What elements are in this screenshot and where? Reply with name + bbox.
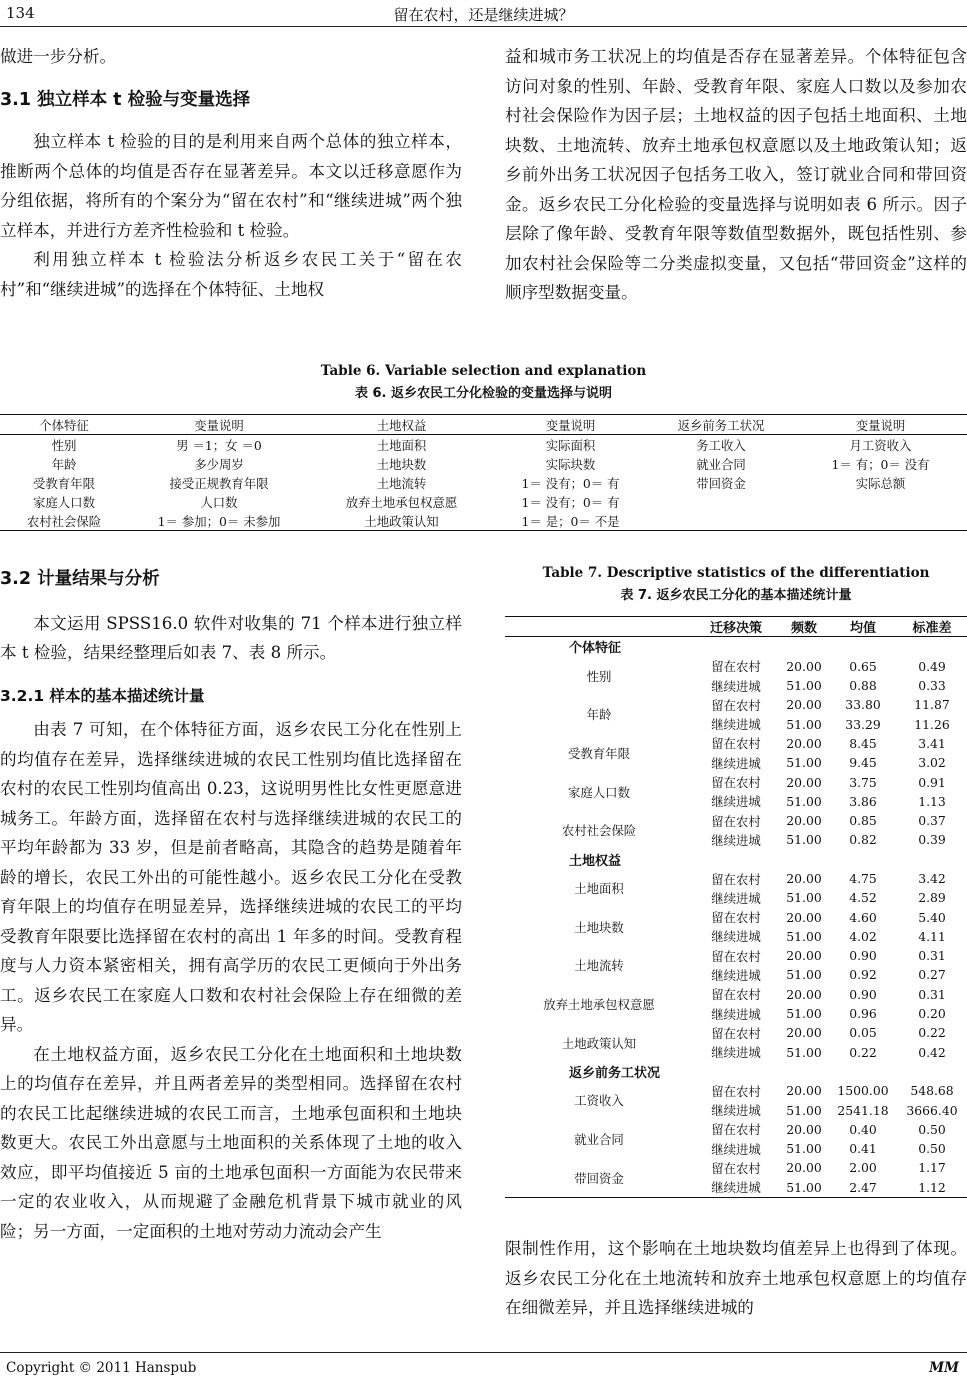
table7-cell: 20.00 xyxy=(786,697,822,713)
table7-cell: 20.00 xyxy=(786,735,822,751)
table-row xyxy=(505,1023,967,1042)
table6-cell: 土地块数 xyxy=(376,456,427,472)
table7-cell: 继续进城 xyxy=(711,1141,761,1157)
table7-cell: 继续进城 xyxy=(711,967,761,983)
table7-cell: 20.00 xyxy=(786,774,822,790)
table6-caption-cn: 表 6. 返乡农民工分化检验的变量选择与说明 xyxy=(354,386,613,401)
table6-cell: 接受正规教育年限 xyxy=(169,475,269,491)
paragraph-3-2: 本文运用 SPSS16.0 软件对收集的 71 个样本进行独立样本 t 检验，结果经整理后如表 7、表 8 所示。 xyxy=(0,613,462,662)
table7-cell: 0.31 xyxy=(918,986,946,1002)
table7-section-title: 个体特征 xyxy=(569,641,622,657)
table7-cell: 0.50 xyxy=(918,1141,946,1157)
table7-cell: 51.00 xyxy=(786,832,822,848)
table7-cell: 继续进城 xyxy=(711,678,761,694)
table6-cell: 务工收入 xyxy=(696,437,746,453)
table7-cell: 0.05 xyxy=(849,1025,877,1041)
table7-cell: 留在农村 xyxy=(711,736,761,752)
paragraph-3-2-1-a: 由表 7 可知，在个体特征方面，返乡农民工分化在性别上的均值存在差异，选择继续进城的农民工性别均值比选择留在农村的农民工性别均值高出 0.23，这说明男性比女性更愿意进城务工。年龄方面，选择留在农村与选择继续进城的农民工的平均年龄都为 33 岁，但是前者略高，其隐含的趋势是随着年龄的增长，农民工外出的可能性越小。返乡农民工分化在受教育年限上的均值存在明显差异，选择继续进城的农民工的平均受教育年限要比选择留在农村的高出 1 年多的时间。受教育程度与人力资本紧密相关，拥有高学历的农民工更倾向于外出务工。返乡农民工在家庭人口数和农村社会保险上存在细微的差异。 xyxy=(0,720,462,1034)
table7 xyxy=(505,616,967,1198)
table7-cell: 51.00 xyxy=(786,928,822,944)
table7-cell: 0.90 xyxy=(849,948,877,964)
table7-cell: 继续进城 xyxy=(711,1006,761,1022)
table7-var-name: 工资收入 xyxy=(574,1093,624,1109)
table-row xyxy=(0,473,967,492)
table6-cell: 性别 xyxy=(51,437,77,453)
paragraph-3-2-1-b: 在土地权益方面，返乡农民工分化在土地面积和土地块数上的均值存在差异，并且两者差异的类型相同。选择留在农村的农民工比起继续进城的农民工而言，土地承包面积和土地块数更大。农民工外出意愿与土地面积的关系体现了土地的收入效应，即平均值接近 5 亩的土地承包面积一方面能为农民带来一定的农业收入，从而规避了金融危机背景下城市就业的风险；另一方面，一定面积的土地对劳动力流动会产生 xyxy=(0,1044,462,1241)
table6-cell: 实际块数 xyxy=(545,456,596,472)
table7-cell: 2.47 xyxy=(849,1179,877,1195)
table7-cell: 0.85 xyxy=(849,813,877,829)
table7-cell: 0.65 xyxy=(849,658,877,674)
table7-cell: 3.86 xyxy=(849,793,877,809)
table7-cell: 4.60 xyxy=(849,909,877,925)
table7-cell: 继续进城 xyxy=(711,755,761,771)
table6-cell: 1＝ 有；0＝ 没有 xyxy=(831,456,930,472)
table-row xyxy=(505,907,967,926)
table7-cell: 0.88 xyxy=(849,678,877,694)
table7-cell: 0.82 xyxy=(849,832,877,848)
header-rule xyxy=(0,26,967,27)
table-row xyxy=(505,985,967,1004)
table6-cell: 就业合同 xyxy=(696,456,746,472)
table-row xyxy=(505,772,967,791)
table-row xyxy=(505,811,967,830)
table7-cell: 0.20 xyxy=(918,1006,946,1022)
table-row xyxy=(0,435,967,455)
table7-cell: 0.22 xyxy=(849,1044,877,1060)
table6-cell: 家庭人口数 xyxy=(33,494,95,510)
intro-line: 做进一步分析。 xyxy=(0,47,117,66)
table7-cell: 20.00 xyxy=(786,1160,822,1176)
table6-header-cell: 土地权益 xyxy=(376,417,427,433)
table7-section-row xyxy=(505,637,967,657)
running-title: 留在农村，还是继续进城？ xyxy=(393,6,574,24)
table-row xyxy=(505,1120,967,1139)
table7-cell: 0.40 xyxy=(849,1121,877,1137)
table7-cell: 继续进城 xyxy=(711,717,761,733)
table-row xyxy=(0,511,967,531)
table7-cell: 继续进城 xyxy=(711,890,761,906)
table7-header-cell: 频数 xyxy=(790,621,817,637)
table7-cell: 继续进城 xyxy=(711,1045,761,1061)
table7-var-name: 土地面积 xyxy=(574,881,624,897)
table6-cell: 农村社会保险 xyxy=(26,513,102,529)
table6-header-row xyxy=(0,415,967,435)
table6-cell xyxy=(648,492,794,511)
table7-caption-en: Table 7. Descriptive statistics of the differentiation xyxy=(542,565,930,581)
paragraph-right-lower: 限制性作用，这个影响在土地块数均值差异上也得到了体现。返乡农民工分化在土地流转和放弃土地承包权意愿上的均值存在细微差异，并且选择继续进城的 xyxy=(505,1239,967,1317)
table6-cell: 实际面积 xyxy=(545,437,596,453)
table6-cell: 受教育年限 xyxy=(33,475,95,491)
table7-cell: 51.00 xyxy=(786,967,822,983)
table7-cell: 2.89 xyxy=(918,890,946,906)
table7-cell: 留在农村 xyxy=(711,987,761,1003)
left-column-upper xyxy=(0,42,462,304)
table7-cell: 4.11 xyxy=(918,928,946,944)
table6 xyxy=(0,414,967,531)
table7-cell: 继续进城 xyxy=(711,832,761,848)
table-row xyxy=(505,734,967,753)
table6-cell: 年龄 xyxy=(51,456,77,472)
table6-header-cell: 变量说明 xyxy=(545,417,596,433)
table6-cell xyxy=(794,492,967,511)
table6-cell: 土地面积 xyxy=(376,437,427,453)
table7-var-name: 土地政策认知 xyxy=(561,1035,637,1051)
table7-header-cell: 均值 xyxy=(849,621,876,637)
table7-cell: 0.22 xyxy=(918,1025,946,1041)
table7-section-row xyxy=(505,850,967,869)
table7-cell: 51.00 xyxy=(786,890,822,906)
table7-cell: 20.00 xyxy=(786,871,822,886)
table7-cell: 3.42 xyxy=(918,871,946,886)
table7-var-name: 受教育年限 xyxy=(568,746,630,762)
table7-cell: 0.90 xyxy=(849,986,877,1002)
table7-cell: 留在农村 xyxy=(711,1025,761,1041)
table7-cell: 0.33 xyxy=(918,678,946,694)
table7-cell: 0.91 xyxy=(918,774,946,790)
table7-var-name: 带回资金 xyxy=(574,1170,624,1186)
table7-cell: 留在农村 xyxy=(711,1160,761,1176)
table7-cell: 0.27 xyxy=(918,967,946,983)
table7-cell: 51.00 xyxy=(786,678,822,694)
table7-cell: 继续进城 xyxy=(711,1103,761,1119)
table7-cell: 20.00 xyxy=(786,1025,822,1041)
table7-cell: 2.00 xyxy=(849,1160,877,1176)
table7-cell: 继续进城 xyxy=(711,929,761,945)
table-row xyxy=(505,1081,967,1100)
table7-cell: 20.00 xyxy=(786,909,822,925)
table7-section-title: 土地权益 xyxy=(569,853,622,869)
table-row xyxy=(505,869,967,888)
footer-rule xyxy=(0,1352,967,1353)
table7-cell: 20.00 xyxy=(786,948,822,964)
table6-cell: 放弃土地承包权意愿 xyxy=(345,494,458,510)
paragraph-3-1-a: 独立样本 t 检验的目的是利用来自两个总体的独立样本，推断两个总体的均值是否存在显著差异。本文以迁移意愿作为分组依据，将所有的个案分为“留在农村”和“继续进城”两个独立样本，并进行方差齐性检验和 t 检验。 xyxy=(0,132,462,240)
table7-cell: 1500.00 xyxy=(837,1083,889,1099)
table7-cell: 51.00 xyxy=(786,1179,822,1195)
table7-cell: 1.12 xyxy=(918,1179,946,1195)
table7-cell: 51.00 xyxy=(786,755,822,771)
table7-cell: 留在农村 xyxy=(711,1083,761,1099)
right-column-lower xyxy=(505,1234,967,1323)
table7-cell: 51.00 xyxy=(786,1044,822,1060)
table7-cell: 4.52 xyxy=(849,890,877,906)
table7-cell: 留在农村 xyxy=(711,775,761,791)
table6-cell: 带回资金 xyxy=(696,475,746,491)
table6-cell: 多少周岁 xyxy=(194,456,244,472)
table6-header-cell: 变量说明 xyxy=(855,417,906,433)
table7-cell: 20.00 xyxy=(786,658,822,674)
table7-cell: 51.00 xyxy=(786,1141,822,1157)
table6-cell: 1＝ 没有；0＝ 有 xyxy=(521,494,620,510)
page-number: 134 xyxy=(6,4,35,22)
table6-caption-en: Table 6. Variable selection and explanation xyxy=(320,363,647,379)
table7-cell: 留在农村 xyxy=(711,871,761,887)
table7-cell: 4.02 xyxy=(849,928,877,944)
table-row xyxy=(505,695,967,714)
table7-cell: 3.02 xyxy=(918,755,946,771)
table7-var-name: 土地块数 xyxy=(574,919,624,935)
table7-var-name: 年龄 xyxy=(586,707,612,723)
table7-cell: 3666.40 xyxy=(906,1102,958,1118)
table7-cell: 51.00 xyxy=(786,716,822,732)
table7-header-cell: 迁移决策 xyxy=(709,621,762,637)
table6-cell: 月工资收入 xyxy=(849,437,912,453)
table7-cell: 8.45 xyxy=(849,735,877,751)
table7-var-name: 就业合同 xyxy=(574,1132,624,1148)
table7-cell: 继续进城 xyxy=(711,1180,761,1196)
table7-cell: 33.29 xyxy=(845,716,881,732)
table7-cell: 留在农村 xyxy=(711,910,761,926)
table7-cell: 20.00 xyxy=(786,986,822,1002)
table7-cell: 9.45 xyxy=(849,755,877,771)
table7-cell: 548.68 xyxy=(910,1083,954,1099)
table6-cell: 实际总额 xyxy=(855,475,906,491)
table7-var-name: 家庭人口数 xyxy=(568,784,630,800)
table-row xyxy=(505,1158,967,1177)
right-column-upper xyxy=(505,42,967,308)
table7-cell: 33.80 xyxy=(845,697,881,713)
paragraph-right-continued: 益和城市务工状况上的均值是否存在显著差异。个体特征包含访问对象的性别、年龄、受教育年限、家庭人口数以及参加农村社会保险作为因子层；土地权益的因子包括土地面积、土地块数、土地流转、放弃土地承包权意愿以及土地政策认知；返乡前外出务工状况因子包括务工收入，签订就业合同和带回资金。返乡农民工分化检验的变量选择与说明如表 6 所示。因子层除了像年龄、受教育年限等数值型数据外，既包括性别、参加农村社会保险等二分类虚拟变量，又包括“带回资金”这样的顺序型数据变量。 xyxy=(505,47,967,302)
table7-cell: 4.75 xyxy=(849,871,877,886)
table7-cell: 0.49 xyxy=(918,658,946,674)
table6-cell xyxy=(794,511,967,531)
table6-header-cell: 返乡前务工状况 xyxy=(677,417,765,433)
section-3-2-heading: 3.2 计量结果与分析 xyxy=(0,569,160,589)
table-row xyxy=(0,454,967,473)
table6-cell: 土地流转 xyxy=(376,475,427,491)
table6-cell xyxy=(648,511,794,531)
table7-cell: 0.42 xyxy=(918,1044,946,1060)
table7-cell: 51.00 xyxy=(786,793,822,809)
table6-cell: 人口数 xyxy=(200,494,238,510)
table7-var-name: 农村社会保险 xyxy=(561,823,637,839)
table-row xyxy=(505,657,967,676)
table-row xyxy=(0,492,967,511)
table7-section-row xyxy=(505,1062,967,1081)
table7-caption-cn: 表 7. 返乡农民工分化的基本描述统计量 xyxy=(620,588,852,603)
table7-cell: 0.96 xyxy=(849,1006,877,1022)
table7-cell: 3.75 xyxy=(849,774,877,790)
table6-cell: 1＝ 参加；0＝ 未参加 xyxy=(157,513,281,529)
table7-cell: 0.39 xyxy=(918,832,946,848)
table7-var-name: 放弃土地承包权意愿 xyxy=(543,996,655,1012)
table7-section-title: 返乡前务工状况 xyxy=(569,1065,661,1081)
left-column-lower xyxy=(0,565,462,1246)
paragraph-3-1-b: 利用独立样本 t 检验法分析返乡农民工关于“留在农村”和“继续进城”的选择在个体特征、土地权 xyxy=(0,250,462,299)
table6-header-cell: 个体特征 xyxy=(39,417,89,433)
table7-cell: 留在农村 xyxy=(711,813,761,829)
table7-var-name: 性别 xyxy=(586,668,612,684)
table7-cell: 5.40 xyxy=(918,909,946,925)
table7-cell: 51.00 xyxy=(786,1006,822,1022)
table7-cell: 11.26 xyxy=(914,716,950,732)
table7-header-cell xyxy=(505,617,693,637)
table7-cell: 留在农村 xyxy=(711,697,761,713)
table-row xyxy=(505,946,967,965)
table6-cell: 1＝ 是；0＝ 不是 xyxy=(521,513,620,529)
table7-cell: 0.50 xyxy=(918,1121,946,1137)
table7-cell: 0.31 xyxy=(918,948,946,964)
table7-cell: 0.92 xyxy=(849,967,877,983)
table7-cell: 留在农村 xyxy=(711,948,761,964)
table7-cell: 留在农村 xyxy=(711,659,761,675)
section-3-2-1-heading: 3.2.1 样本的基本描述统计量 xyxy=(0,686,205,705)
table7-cell: 0.41 xyxy=(849,1141,877,1157)
table7-cell: 1.13 xyxy=(918,793,946,809)
table7-cell: 1.17 xyxy=(918,1160,946,1176)
table6-cell: 男 ＝1；女 ＝0 xyxy=(176,437,262,453)
footer-copyright: Copyright © 2011 Hanspub xyxy=(6,1360,197,1376)
table7-cell: 继续进城 xyxy=(711,794,761,810)
table7-cell: 留在农村 xyxy=(711,1122,761,1138)
table7-cell: 20.00 xyxy=(786,1121,822,1137)
table7-cell: 3.41 xyxy=(918,735,946,751)
table7-cell: 11.87 xyxy=(914,697,950,713)
table6-cell: 土地政策认知 xyxy=(364,513,439,529)
table7-header-cell: 标准差 xyxy=(912,621,952,637)
table6-header-cell: 变量说明 xyxy=(194,417,244,433)
table7-var-name: 土地流转 xyxy=(574,958,624,974)
footer-journal: MM xyxy=(929,1360,959,1376)
section-3-1-heading: 3.1 独立样本 t 检验与变量选择 xyxy=(0,89,251,110)
table7-cell: 0.37 xyxy=(918,813,946,829)
table7-cell: 2541.18 xyxy=(837,1102,889,1118)
table7-cell: 20.00 xyxy=(786,1083,822,1099)
table7-header-row xyxy=(505,617,967,637)
table7-cell: 20.00 xyxy=(786,813,822,829)
table6-cell: 1＝ 没有；0＝ 有 xyxy=(521,475,620,491)
table7-cell: 51.00 xyxy=(786,1102,822,1118)
